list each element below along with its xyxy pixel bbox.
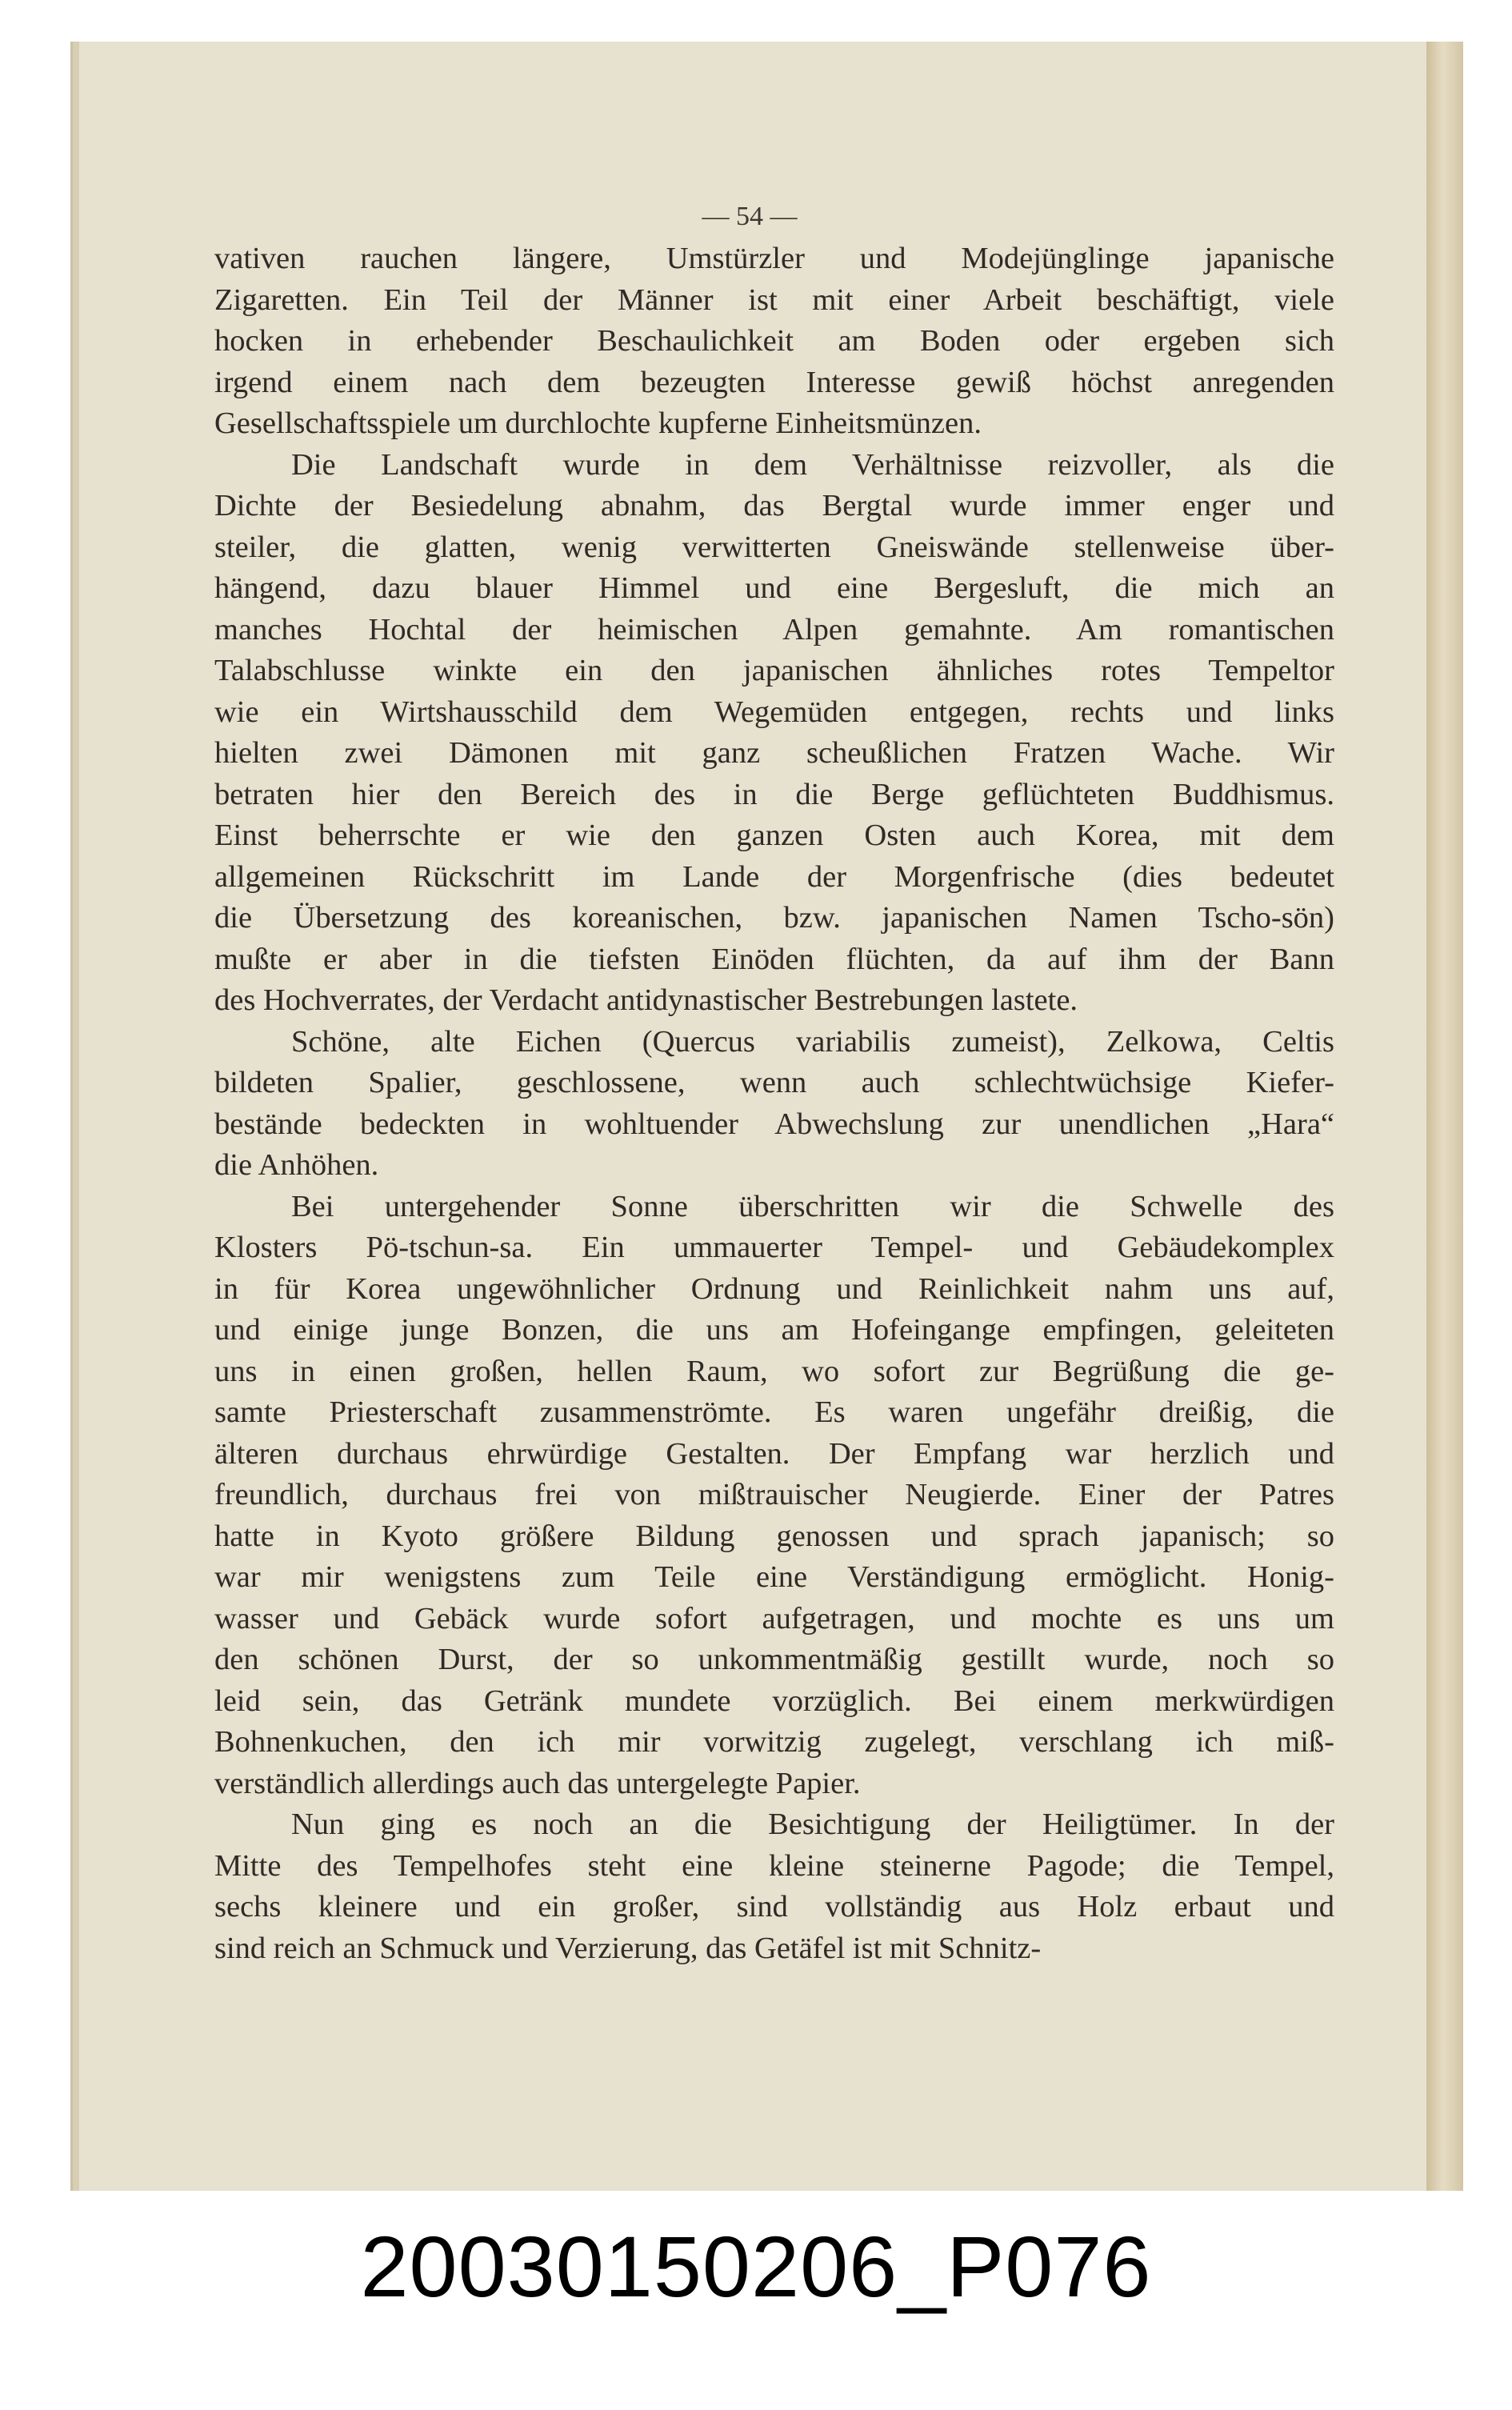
text-line: den schönen Durst, der so unkommentmäßig gestillt wurde, noch so: [214, 1643, 1334, 1676]
paragraph: [214, 1022, 1334, 1187]
text-line: hocken in erhebender Beschaulichkeit am Boden oder ergeben sich: [214, 324, 1334, 358]
text-line: wie ein Wirtshausschild dem Wegemüden entgegen, rechts und links: [214, 695, 1334, 729]
text-line: Einst beherrschte er wie den ganzen Osten auch Korea, mit dem: [214, 819, 1334, 852]
text-line: uns in einen großen, hellen Raum, wo sofort zur Begrüßung die ge-: [214, 1354, 1334, 1388]
text-line: leid sein, das Getränk mundete vorzüglich. Bei einem merkwürdigen: [214, 1683, 1334, 1718]
text-line: die Anhöhen.: [214, 1148, 379, 1182]
text-line: sind reich an Schmuck und Verzierung, das Getäfel ist mit Schnitz-: [214, 1931, 1042, 1965]
text-line: die Übersetzung des koreanischen, bzw. japanischen Namen Tscho-sön): [214, 901, 1334, 935]
text-line: mußte er aber in die tiefsten Einöden flüchten, da auf ihm der Bann: [214, 942, 1334, 976]
text-line: samte Priesterschaft zusammenströmte. Es waren ungefähr dreißig, die: [214, 1395, 1334, 1429]
text-line: sechs kleinere und ein großer, sind vollständig aus Holz erbaut und: [214, 1890, 1334, 1924]
text-line: Mitte des Tempelhofes steht eine kleine steinerne Pagode; die Tempel,: [214, 1848, 1334, 1883]
text-line: des Hochverrates, der Verdacht antidynastischer Bestrebungen lastete.: [214, 983, 1078, 1017]
text-line: Dichte der Besiedelung abnahm, das Bergtal wurde immer enger und: [214, 489, 1334, 522]
paragraph: [214, 238, 1334, 445]
paragraph: [214, 445, 1334, 1022]
text-line: Gesellschaftsspiele um durchlochte kupferne Einheitsmünzen.: [214, 406, 982, 440]
text-line: hatte in Kyoto größere Bildung genossen und sprach japanisch; so: [214, 1519, 1334, 1553]
page-gutter-shadow: [1426, 42, 1463, 2191]
text-line: bildeten Spalier, geschlossene, wenn auch schlechtwüchsige Kiefer-: [214, 1066, 1334, 1099]
text-line: Talabschlusse winkte ein den japanischen ähnliches rotes Tempeltor: [214, 654, 1334, 687]
paragraph: [214, 1187, 1334, 1805]
text-line: war mir wenigstens zum Teile eine Verständigung ermöglicht. Honig-: [214, 1560, 1334, 1594]
text-line: bestände bedeckten in wohltuender Abwechslung zur unendlichen „Hara“: [214, 1107, 1334, 1141]
text-line: steiler, die glatten, wenig verwitterten Gneiswände stellenweise über-: [214, 530, 1334, 564]
paragraph: [214, 1804, 1334, 1969]
page-number: — 54 —: [702, 202, 798, 231]
text-line: hängend, dazu blauer Himmel und eine Bergesluft, die mich an: [214, 571, 1334, 605]
page-body-text: [214, 238, 1334, 1969]
text-line: und einige junge Bonzen, die uns am Hofeingange empfingen, geleiteten: [214, 1313, 1334, 1347]
text-line: freundlich, durchaus frei von mißtrauischer Neugierde. Einer der Patres: [214, 1478, 1334, 1511]
text-line: allgemeinen Rückschritt im Lande der Morgenfrische (dies bedeutet: [214, 859, 1334, 894]
text-line: Bei untergehender Sonne überschritten wir die Schwelle des: [291, 1189, 1334, 1223]
text-line: betraten hier den Bereich des in die Berge geflüchteten Buddhismus.: [214, 777, 1334, 811]
text-line: wasser und Gebäck wurde sofort aufgetragen, und mochte es uns um: [214, 1601, 1334, 1635]
text-line: manches Hochtal der heimischen Alpen gemahnte. Am romantischen: [214, 612, 1334, 647]
text-line: Die Landschaft wurde in dem Verhältnisse reizvoller, als die: [291, 447, 1334, 482]
archive-id-caption: 20030150206_P076: [360, 2218, 1152, 2315]
text-line: in für Korea ungewöhnlicher Ordnung und Reinlichkeit nahm uns auf,: [214, 1271, 1334, 1306]
text-line: vativen rauchen längere, Umstürzler und Modejünglinge japanische: [214, 242, 1334, 275]
text-line: Zigaretten. Ein Teil der Männer ist mit einer Arbeit beschäftigt, viele: [214, 282, 1334, 317]
text-line: verständlich allerdings auch das untergelegte Papier.: [214, 1766, 861, 1800]
text-line: irgend einem nach dem bezeugten Interesse gewiß höchst anregenden: [214, 365, 1334, 399]
text-line: älteren durchaus ehrwürdige Gestalten. Der Empfang war herzlich und: [214, 1436, 1334, 1471]
page-left-edge: [73, 42, 79, 2191]
text-line: Klosters Pö-tschun-sa. Ein ummauerter Tempel- und Gebäudekomplex: [214, 1231, 1334, 1264]
text-line: Bohnenkuchen, den ich mir vorwitzig zugelegt, verschlang ich miß-: [214, 1725, 1334, 1759]
text-line: hielten zwei Dämonen mit ganz scheußlichen Fratzen Wache. Wir: [214, 736, 1334, 770]
text-line: Schöne, alte Eichen (Quercus variabilis zumeist), Zelkowa, Celtis: [291, 1024, 1334, 1059]
text-line: Nun ging es noch an die Besichtigung der Heiligtümer. In der: [291, 1808, 1334, 1841]
